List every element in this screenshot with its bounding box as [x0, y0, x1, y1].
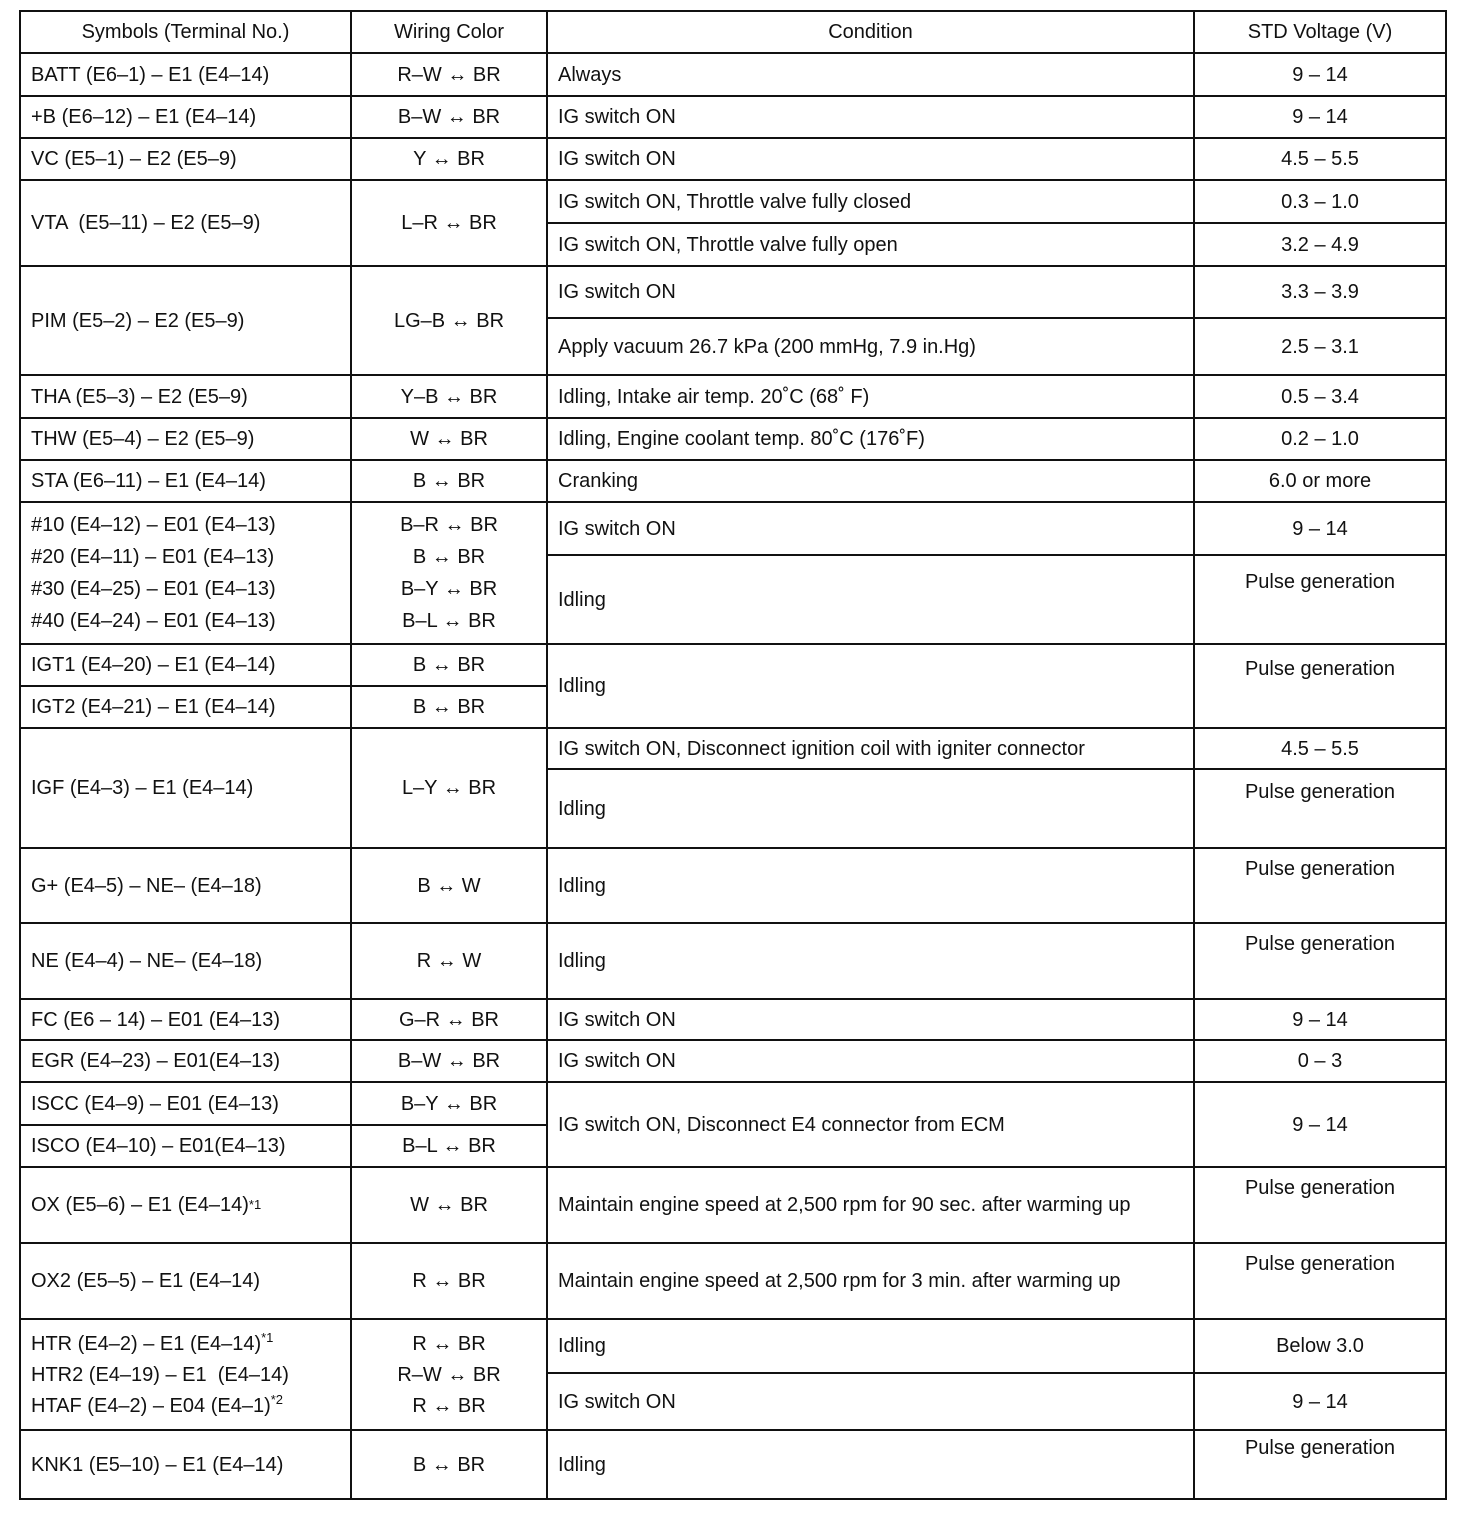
- voltage-cell: 9 – 14: [1292, 517, 1348, 540]
- condition-cell: Always: [558, 63, 622, 86]
- voltage-cell: Pulse generation: [1244, 1437, 1396, 1459]
- wiring-line: R ↔ BR: [412, 1394, 486, 1417]
- symbol-cell: G+ (E4–5) – NE– (E4–18): [31, 874, 262, 897]
- symbol-cell: BATT (E6–1) – E1 (E4–14): [31, 63, 270, 86]
- wiring-cell: L–Y ↔ BR: [401, 777, 497, 799]
- wiring-cell: R ↔ BR: [412, 1270, 486, 1292]
- wiring-cell: Y ↔ BR: [413, 148, 485, 170]
- condition-cell: Idling: [558, 797, 606, 820]
- wiring-cell: R ↔ W: [416, 950, 482, 972]
- table-border-bottom: [19, 1498, 1447, 1500]
- voltage-cell: 4.5 – 5.5: [1281, 737, 1359, 760]
- voltage-cell: Pulse generation: [1244, 1177, 1396, 1199]
- wiring-cell: B ↔ BR: [412, 696, 486, 718]
- symbol-line: HTR (E4–2) – E1 $(E4-14)^{*1}$: [31, 1329, 274, 1355]
- header-symbols: Symbols (Terminal No.): [81, 21, 290, 43]
- voltage-cell: 9 – 14: [1292, 1390, 1348, 1413]
- symbol-line: HTAF (E4–2) – E04 $(E4-1)^{*2}$: [31, 1391, 284, 1417]
- symbol-cell: [21, 1320, 350, 1429]
- condition-cell: Maintain engine speed at 2,500 rpm for 3 min. after warming up: [558, 1270, 1121, 1292]
- wiring-cell: G–R ↔ BR: [398, 1008, 500, 1031]
- voltage-cell: Pulse generation: [1244, 1253, 1396, 1275]
- condition-cell: IG switch ON, Throttle valve fully closed: [558, 190, 912, 213]
- condition-cell: Idling: [558, 588, 606, 611]
- symbol-cell: NE (E4–4) – NE– (E4–18): [31, 950, 263, 972]
- condition-cell: IG switch ON: [558, 106, 676, 128]
- symbol-cell: OX (E5–6) – E1 (E4–14) *1: [31, 1194, 262, 1216]
- wiring-cell: B ↔ BR: [412, 1453, 486, 1476]
- condition-cell: Idling: [558, 1453, 606, 1476]
- wiring-cell: LG–B ↔ BR: [393, 309, 505, 332]
- voltage-cell: 0 – 3: [1297, 1050, 1343, 1072]
- footnote-mark: *2: [270, 1391, 284, 1407]
- wiring-line: B–R ↔ BR: [400, 514, 498, 536]
- symbol-cell: IGF (E4–3) – E1 (E4–14): [31, 777, 254, 799]
- condition-cell: Idling: [558, 1335, 606, 1357]
- voltage-cell: 2.5 – 3.1: [1281, 335, 1359, 358]
- wiring-cell: B–Y ↔ BR: [400, 1092, 498, 1115]
- voltage-cell: 3.3 – 3.9: [1281, 281, 1359, 303]
- wiring-cell: [352, 1320, 546, 1429]
- voltage-cell: Pulse generation: [1244, 933, 1396, 955]
- wiring-line: B ↔ BR: [412, 546, 486, 568]
- voltage-cell: 4.5 – 5.5: [1281, 148, 1359, 170]
- symbol-cell: THA (E5–3) – E2 (E5–9): [31, 385, 248, 408]
- symbol-cell: EGR (E4–23) – E01(E4–13): [31, 1050, 281, 1072]
- symbol-cell: VC (E5–1) – E2 (E5–9): [31, 148, 237, 170]
- voltage-cell: 0.5 – 3.4: [1281, 385, 1359, 408]
- symbol-line: #40 (E4–24) – E01 (E4–13): [31, 610, 276, 632]
- symbol-text: OX (E5–6) – E1 (E4–14): [31, 1194, 249, 1216]
- voltage-cell: Below 3.0: [1276, 1335, 1364, 1357]
- footnote-mark: *1: [261, 1329, 274, 1345]
- condition-cell: IG switch ON: [558, 1050, 676, 1072]
- wiring-cell: R–W ↔ BR: [397, 63, 501, 86]
- voltage-cell: 9 – 14: [1292, 63, 1348, 86]
- condition-cell: IG switch ON: [558, 148, 676, 170]
- wiring-cell: W ↔ BR: [410, 1194, 488, 1216]
- wiring-line: R–W ↔ BR: [397, 1363, 501, 1386]
- condition-cell: IG switch ON: [558, 517, 676, 540]
- symbol-line: HTR2 (E4–19) – E1 (E4–14): [31, 1363, 289, 1386]
- condition-cell: Idling: [558, 950, 606, 972]
- condition-cell: Idling: [558, 675, 606, 697]
- symbol-cell: OX2 (E5–5) – E1 (E4–14): [31, 1270, 261, 1292]
- condition-cell: IG switch ON, Disconnect E4 connector from ECM: [558, 1113, 1005, 1136]
- wiring-cell: W ↔ BR: [410, 428, 488, 450]
- symbol-cell: FC (E6 – 14) – E01 (E4–13): [31, 1008, 281, 1031]
- wiring-cell: B ↔ W: [417, 874, 481, 897]
- symbol-cell: IGT2 (E4–21) – E1 (E4–14): [31, 696, 276, 718]
- symbol-cell: PIM (E5–2) – E2 (E5–9): [31, 309, 245, 332]
- symbol-cell: ISCO (E4–10) – E01(E4–13): [31, 1135, 286, 1157]
- wiring-cell: B–L ↔ BR: [402, 1135, 496, 1157]
- condition-cell: IG switch ON: [558, 281, 676, 303]
- voltage-cell: 0.3 – 1.0: [1281, 190, 1359, 213]
- condition-cell: Maintain engine speed at 2,500 rpm for 90 sec. after warming up: [558, 1194, 1131, 1216]
- header-wiring-color: Wiring Color: [393, 21, 505, 43]
- wiring-cell: L–R ↔ BR: [401, 212, 497, 234]
- header-std-voltage: STD Voltage (V): [1247, 21, 1393, 43]
- voltage-cell: Pulse generation: [1244, 658, 1396, 680]
- symbol-cell: +B (E6–12) – E1 (E4–14): [31, 106, 257, 128]
- wiring-line: R ↔ BR: [412, 1332, 486, 1355]
- table-border-right: [1445, 10, 1447, 1500]
- condition-cell: Idling: [558, 874, 606, 897]
- condition-cell: Idling, Intake air temp. 20˚C (68˚ F): [558, 385, 870, 408]
- voltage-cell: Pulse generation: [1244, 858, 1396, 880]
- symbol-cell: KNK1 (E5–10) – E1 (E4–14): [31, 1453, 284, 1476]
- symbol-cell: IGT1 (E4–20) – E1 (E4–14): [31, 654, 276, 676]
- condition-cell: Cranking: [558, 470, 639, 492]
- symbol-cell: VTA (E5–11) – E2 (E5–9): [31, 212, 261, 234]
- wiring-line: B–L ↔ BR: [402, 610, 496, 632]
- symbol-cell: STA (E6–11) – E1 (E4–14): [31, 470, 266, 492]
- wiring-cell: B–W ↔ BR: [397, 1050, 501, 1072]
- wiring-cell: Y–B ↔ BR: [400, 385, 498, 408]
- symbol-line: #10 (E4–12) – E01 (E4–13): [31, 514, 276, 536]
- wiring-cell: [352, 503, 546, 643]
- condition-cell: Apply vacuum 26.7 kPa (200 mmHg, 7.9 in.Hg): [558, 335, 976, 358]
- wiring-cell: B ↔ BR: [412, 470, 486, 492]
- voltage-cell: Pulse generation: [1244, 571, 1396, 593]
- condition-cell: IG switch ON: [558, 1008, 676, 1031]
- voltage-cell: 0.2 – 1.0: [1281, 428, 1359, 450]
- voltage-cell: 9 – 14: [1292, 106, 1348, 128]
- voltage-cell: Pulse generation: [1244, 781, 1396, 803]
- condition-cell: IG switch ON, Throttle valve fully open: [558, 233, 898, 256]
- symbol-cell: [21, 503, 350, 643]
- wiring-cell: B ↔ BR: [412, 654, 486, 676]
- symbol-line: #20 (E4–11) – E01 (E4–13): [31, 546, 275, 568]
- wiring-line: B–Y ↔ BR: [400, 578, 498, 600]
- wiring-cell: B–W ↔ BR: [397, 106, 501, 128]
- terminal-voltage-table: [19, 10, 1447, 1500]
- condition-cell: Idling, Engine coolant temp. 80˚C (176˚F): [558, 428, 925, 450]
- voltage-cell: 3.2 – 4.9: [1281, 233, 1359, 256]
- voltage-cell: 9 – 14: [1292, 1008, 1348, 1031]
- header-condition: Condition: [828, 21, 913, 43]
- voltage-cell: 6.0 or more: [1268, 470, 1372, 492]
- symbol-line: #30 (E4–25) – E01 (E4–13): [31, 578, 276, 600]
- symbol-cell: THW (E5–4) – E2 (E5–9): [31, 428, 255, 450]
- condition-cell: IG switch ON, Disconnect ignition coil with igniter connector: [558, 737, 1085, 760]
- condition-cell: IG switch ON: [558, 1390, 676, 1413]
- symbol-cell: ISCC (E4–9) – E01 (E4–13): [31, 1092, 279, 1115]
- voltage-cell: 9 – 14: [1292, 1113, 1348, 1136]
